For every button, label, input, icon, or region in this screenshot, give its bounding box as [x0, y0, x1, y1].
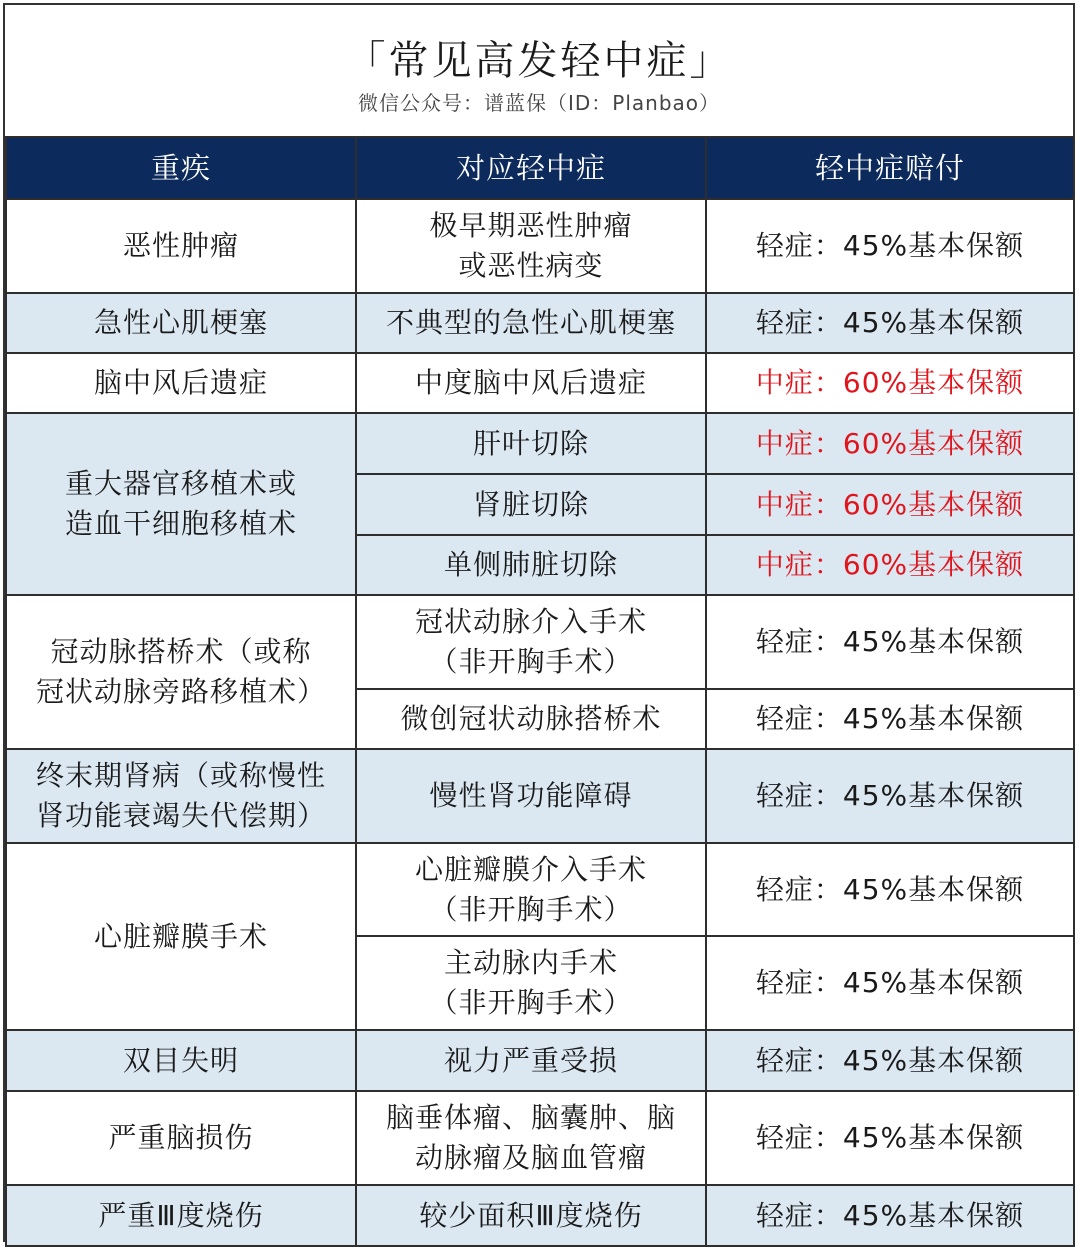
table-row: [6, 199, 1074, 293]
table-row: [6, 749, 1074, 843]
disease-cell: 心脏瓣膜手术: [6, 843, 356, 1030]
mild-payout-cell: 轻症：45%基本保额: [706, 1030, 1074, 1091]
mild-condition-cell: 肾脏切除: [356, 474, 706, 535]
page-subtitle: 微信公众号：谱蓝保（ID：Planbao）: [357, 91, 721, 115]
mild-condition-cell: 较少面积Ⅲ度烧伤: [356, 1185, 706, 1246]
table-row: [6, 353, 1074, 413]
mild-condition-cell: 冠状动脉介入手术 （非开胸手术）: [356, 595, 706, 689]
mild-payout-cell: 轻症：45%基本保额: [706, 749, 1074, 843]
mild-payout-cell: 轻症：45%基本保额: [706, 199, 1074, 293]
mid-payout-cell: 中症：60%基本保额: [706, 535, 1074, 595]
title-block: [5, 5, 1073, 135]
table-row: [6, 1030, 1074, 1091]
mild-payout-cell: 轻症：45%基本保额: [706, 1091, 1074, 1185]
mild-condition-cell: 视力严重受损: [356, 1030, 706, 1091]
disease-cell: 急性心肌梗塞: [6, 293, 356, 353]
table-row: [6, 843, 1074, 936]
table-row: [6, 1185, 1074, 1246]
mild-condition-cell: 主动脉内手术 （非开胸手术）: [356, 936, 706, 1030]
disease-cell: 双目失明: [6, 1030, 356, 1091]
header-disease: 重疾: [6, 137, 356, 199]
mild-condition-cell: 单侧肺脏切除: [356, 535, 706, 595]
table-row: [6, 293, 1074, 353]
header-row: [6, 137, 1074, 199]
disease-cell: 脑中风后遗症: [6, 353, 356, 413]
mild-condition-cell: 心脏瓣膜介入手术 （非开胸手术）: [356, 843, 706, 936]
mild-payout-cell: 轻症：45%基本保额: [706, 1185, 1074, 1246]
illness-table: [5, 136, 1075, 1247]
table-row: [6, 1091, 1074, 1185]
table-row: [6, 595, 1074, 689]
table-row: [6, 413, 1074, 474]
mild-payout-cell: 轻症：45%基本保额: [706, 843, 1074, 936]
document-frame: [3, 3, 1075, 1242]
mild-payout-cell: 轻症：45%基本保额: [706, 293, 1074, 353]
mid-payout-cell: 中症：60%基本保额: [706, 353, 1074, 413]
mild-condition-cell: 不典型的急性心肌梗塞: [356, 293, 706, 353]
table-body: [6, 199, 1074, 1246]
mild-payout-cell: 轻症：45%基本保额: [706, 936, 1074, 1030]
mid-payout-cell: 中症：60%基本保额: [706, 413, 1074, 474]
mild-condition-cell: 极早期恶性肿瘤 或恶性病变: [356, 199, 706, 293]
mid-payout-cell: 中症：60%基本保额: [706, 474, 1074, 535]
mild-condition-cell: 慢性肾功能障碍: [356, 749, 706, 843]
page-title: 「常见高发轻中症」: [345, 38, 733, 84]
mild-condition-cell: 微创冠状动脉搭桥术: [356, 689, 706, 749]
mild-condition-cell: 中度脑中风后遗症: [356, 353, 706, 413]
mild-condition-cell: 脑垂体瘤、脑囊肿、脑 动脉瘤及脑血管瘤: [356, 1091, 706, 1185]
disease-cell: 严重Ⅲ度烧伤: [6, 1185, 356, 1246]
disease-cell: 冠动脉搭桥术（或称 冠状动脉旁路移植术）: [6, 595, 356, 749]
mild-payout-cell: 轻症：45%基本保额: [706, 689, 1074, 749]
disease-cell: 严重脑损伤: [6, 1091, 356, 1185]
disease-cell: 重大器官移植术或 造血干细胞移植术: [6, 413, 356, 595]
mild-payout-cell: 轻症：45%基本保额: [706, 595, 1074, 689]
disease-cell: 终末期肾病（或称慢性 肾功能衰竭失代偿期）: [6, 749, 356, 843]
header-mild-condition: 对应轻中症: [356, 137, 706, 199]
mild-condition-cell: 肝叶切除: [356, 413, 706, 474]
header-payout: 轻中症赔付: [706, 137, 1074, 199]
disease-cell: 恶性肿瘤: [6, 199, 356, 293]
